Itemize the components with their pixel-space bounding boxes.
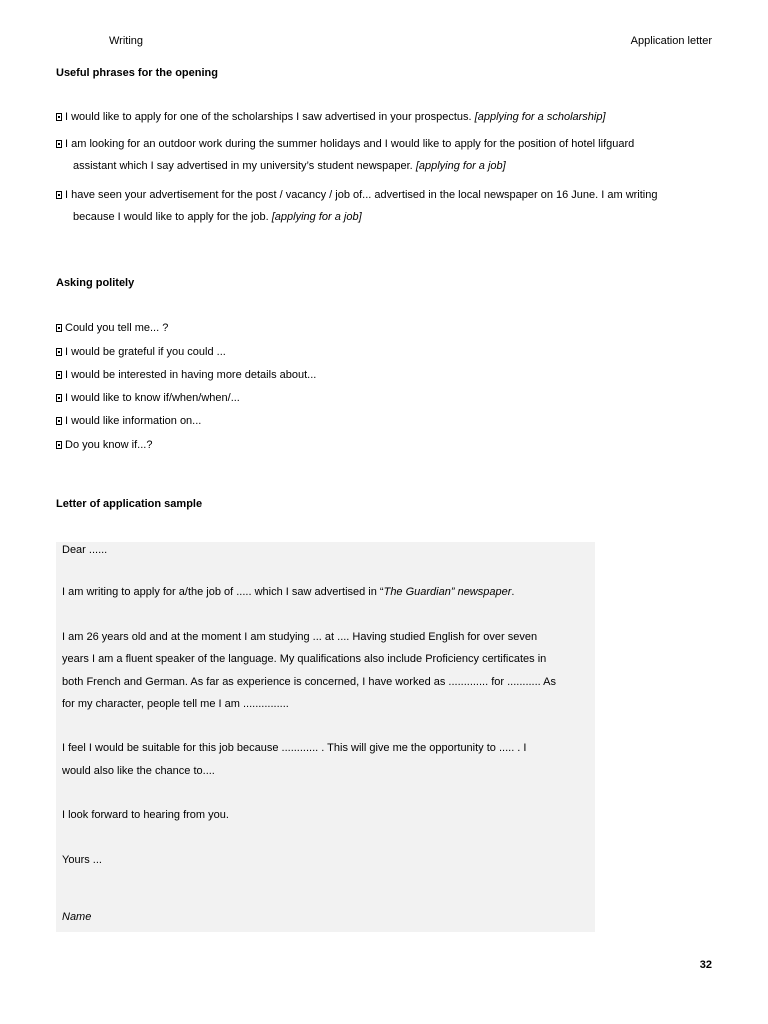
letter-paragraph-2-line: both French and German. As far as experience is concerned, I have worked as ............. for ........... As [62, 676, 557, 688]
letter-paragraph-1: I am writing to apply for a/the job of ..... which I saw advertised in “The Guardian” newspaper. [62, 586, 515, 598]
letter-greeting: Dear ...... [62, 544, 108, 556]
letter-paragraph-3-line: would also like the chance to.... [62, 765, 215, 777]
bullet-icon [56, 140, 62, 148]
page-number: 32 [699, 959, 712, 971]
polite-item: I would be interested in having more details about... [56, 369, 316, 381]
opening-item-1: I would like to apply for one of the scholarships I saw advertised in your prospectus. [applying for a scholarship] [56, 106, 716, 128]
letter-paragraph-2-line: for my character, people tell me I am ............... [62, 698, 289, 710]
bullet-icon [56, 441, 62, 449]
letter-closing: Yours ... [62, 854, 102, 866]
bullet-icon [56, 324, 62, 332]
letter-sample-box [56, 542, 595, 932]
sample-heading: Letter of application sample [56, 498, 203, 510]
bullet-icon [56, 348, 62, 356]
header-right: Application letter [630, 35, 712, 47]
polite-item: Do you know if...? [56, 439, 152, 451]
bullet-icon [56, 394, 62, 402]
polite-item: I would like information on... [56, 415, 201, 427]
opening-item-2: I am looking for an outdoor work during the summer holidays and I would like to apply for the position of hotel lifguard assistant which I say advertised in my university’s student newspaper. [applying for a job] [56, 133, 716, 177]
polite-item: I would be grateful if you could ... [56, 346, 226, 358]
letter-paragraph-4: I look forward to hearing from you. [62, 809, 229, 821]
letter-paragraph-2-line: years I am a fluent speaker of the language. My qualifications also include Proficiency certificates in [62, 653, 547, 665]
bullet-icon [56, 417, 62, 425]
header-left: Writing [109, 35, 144, 47]
opening-heading: Useful phrases for the opening [56, 67, 218, 79]
bullet-icon [56, 371, 62, 379]
opening-item-3: I have seen your advertisement for the post / vacancy / job of... advertised in the local newspaper on 16 June. I am writing because I would like to apply for the job. [applying for a job] [56, 184, 716, 228]
bullet-icon [56, 113, 62, 121]
letter-paragraph-2-line: I am 26 years old and at the moment I am studying ... at .... Having studied English for over seven [62, 631, 538, 643]
letter-paragraph-3-line: I feel I would be suitable for this job because ............ . This will give me the opportunity to ..... . I [62, 742, 527, 754]
polite-heading: Asking politely [56, 277, 135, 289]
polite-item: Could you tell me... ? [56, 322, 168, 334]
bullet-icon [56, 191, 62, 199]
letter-signature-name: Name [62, 911, 92, 923]
polite-item: I would like to know if/when/when/... [56, 392, 240, 404]
